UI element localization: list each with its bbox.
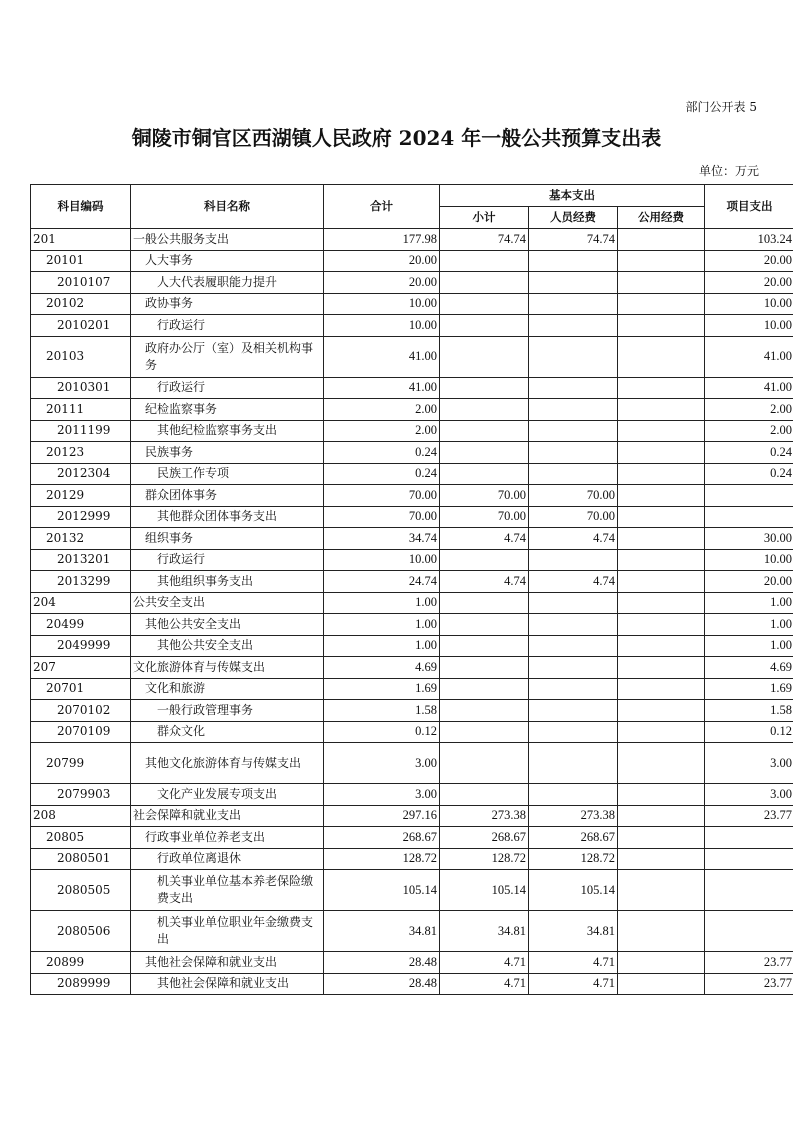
cell-total: 24.74 xyxy=(324,571,440,593)
cell-subtotal: 105.14 xyxy=(440,870,529,911)
cell-project-expenditure: 3.00 xyxy=(705,743,793,784)
table-row xyxy=(31,293,793,315)
cell-project-expenditure: 23.77 xyxy=(705,805,793,827)
cell-subtotal xyxy=(440,272,529,294)
cell-subtotal: 128.72 xyxy=(440,848,529,870)
cell-subtotal: 74.74 xyxy=(440,229,529,251)
cell-name: 其他公共安全支出 xyxy=(131,635,324,657)
cell-personnel-expense: 268.67 xyxy=(529,827,618,849)
table-row xyxy=(31,952,793,974)
cell-project-expenditure: 2.00 xyxy=(705,399,793,421)
cell-name: 政协事务 xyxy=(131,293,324,315)
cell-public-expense xyxy=(618,528,705,550)
table-row xyxy=(31,272,793,294)
table-row xyxy=(31,463,793,485)
cell-project-expenditure: 41.00 xyxy=(705,336,793,377)
cell-total: 128.72 xyxy=(324,848,440,870)
cell-project-expenditure xyxy=(705,848,793,870)
table-row xyxy=(31,827,793,849)
header-public-expense: 公用经费 xyxy=(618,207,705,229)
cell-name: 其他文化旅游体育与传媒支出 xyxy=(131,743,324,784)
cell-public-expense xyxy=(618,678,705,700)
cell-name: 其他纪检监察事务支出 xyxy=(131,420,324,442)
cell-code: 2079903 xyxy=(31,784,131,806)
cell-public-expense xyxy=(618,870,705,911)
cell-personnel-expense xyxy=(529,678,618,700)
cell-code: 2080506 xyxy=(31,911,131,952)
page-title: 铜陵市铜官区西湖镇人民政府 2024 年一般公共预算支出表 xyxy=(131,126,662,150)
cell-total: 28.48 xyxy=(324,952,440,974)
cell-subtotal xyxy=(440,377,529,399)
table-row xyxy=(31,848,793,870)
cell-total: 4.69 xyxy=(324,657,440,679)
cell-project-expenditure: 1.00 xyxy=(705,635,793,657)
cell-total: 10.00 xyxy=(324,549,440,571)
cell-personnel-expense: 34.81 xyxy=(529,911,618,952)
cell-project-expenditure: 0.12 xyxy=(705,721,793,743)
cell-code: 20799 xyxy=(31,743,131,784)
cell-name: 机关事业单位基本养老保险缴费支出 xyxy=(131,870,324,911)
cell-code: 2010107 xyxy=(31,272,131,294)
cell-code: 20111 xyxy=(31,399,131,421)
cell-total: 1.00 xyxy=(324,614,440,636)
table-row xyxy=(31,911,793,952)
cell-name: 行政运行 xyxy=(131,377,324,399)
cell-public-expense xyxy=(618,657,705,679)
cell-total: 41.00 xyxy=(324,336,440,377)
cell-code: 2013201 xyxy=(31,549,131,571)
cell-code: 2049999 xyxy=(31,635,131,657)
cell-project-expenditure: 10.00 xyxy=(705,315,793,337)
cell-code: 20499 xyxy=(31,614,131,636)
cell-public-expense xyxy=(618,721,705,743)
cell-personnel-expense xyxy=(529,336,618,377)
cell-total: 10.00 xyxy=(324,315,440,337)
cell-public-expense xyxy=(618,506,705,528)
cell-public-expense xyxy=(618,973,705,995)
cell-personnel-expense xyxy=(529,315,618,337)
cell-subtotal xyxy=(440,549,529,571)
cell-public-expense xyxy=(618,549,705,571)
table-row xyxy=(31,420,793,442)
cell-personnel-expense xyxy=(529,420,618,442)
cell-personnel-expense xyxy=(529,721,618,743)
table-row xyxy=(31,721,793,743)
cell-project-expenditure: 23.77 xyxy=(705,952,793,974)
table-row xyxy=(31,973,793,995)
cell-public-expense xyxy=(618,442,705,464)
cell-name: 组织事务 xyxy=(131,528,324,550)
cell-public-expense xyxy=(618,784,705,806)
cell-code: 20103 xyxy=(31,336,131,377)
cell-total: 1.69 xyxy=(324,678,440,700)
table-row xyxy=(31,506,793,528)
cell-subtotal xyxy=(440,784,529,806)
cell-personnel-expense xyxy=(529,463,618,485)
unit-label: 单位：万元 xyxy=(698,164,759,178)
cell-public-expense xyxy=(618,848,705,870)
cell-subtotal: 4.71 xyxy=(440,952,529,974)
cell-code: 2080505 xyxy=(31,870,131,911)
cell-name: 其他组织事务支出 xyxy=(131,571,324,593)
cell-total: 1.00 xyxy=(324,635,440,657)
cell-project-expenditure: 1.00 xyxy=(705,614,793,636)
cell-code: 2089999 xyxy=(31,973,131,995)
cell-personnel-expense: 128.72 xyxy=(529,848,618,870)
table-row xyxy=(31,336,793,377)
cell-project-expenditure: 0.24 xyxy=(705,463,793,485)
cell-personnel-expense xyxy=(529,657,618,679)
cell-subtotal xyxy=(440,700,529,722)
cell-total: 2.00 xyxy=(324,420,440,442)
table-header xyxy=(31,185,793,229)
cell-subtotal xyxy=(440,463,529,485)
cell-name: 纪检监察事务 xyxy=(131,399,324,421)
table-body xyxy=(31,229,793,995)
header-subtotal: 小计 xyxy=(440,207,529,229)
cell-public-expense xyxy=(618,250,705,272)
cell-project-expenditure: 0.24 xyxy=(705,442,793,464)
cell-personnel-expense: 105.14 xyxy=(529,870,618,911)
cell-name: 社会保障和就业支出 xyxy=(131,805,324,827)
cell-code: 2010201 xyxy=(31,315,131,337)
table-row xyxy=(31,870,793,911)
cell-personnel-expense xyxy=(529,700,618,722)
cell-project-expenditure xyxy=(705,911,793,952)
cell-name: 其他社会保障和就业支出 xyxy=(131,952,324,974)
cell-subtotal: 273.38 xyxy=(440,805,529,827)
cell-subtotal xyxy=(440,336,529,377)
cell-name: 人大代表履职能力提升 xyxy=(131,272,324,294)
cell-personnel-expense xyxy=(529,377,618,399)
cell-public-expense xyxy=(618,571,705,593)
cell-personnel-expense: 70.00 xyxy=(529,485,618,507)
table-row xyxy=(31,229,793,251)
cell-code: 20123 xyxy=(31,442,131,464)
cell-total: 34.74 xyxy=(324,528,440,550)
table-row xyxy=(31,250,793,272)
cell-name: 行政事业单位养老支出 xyxy=(131,827,324,849)
cell-project-expenditure: 103.24 xyxy=(705,229,793,251)
cell-subtotal: 70.00 xyxy=(440,485,529,507)
cell-name: 文化产业发展专项支出 xyxy=(131,784,324,806)
table-row xyxy=(31,743,793,784)
cell-project-expenditure: 10.00 xyxy=(705,293,793,315)
cell-public-expense xyxy=(618,377,705,399)
cell-total: 10.00 xyxy=(324,293,440,315)
cell-subtotal: 70.00 xyxy=(440,506,529,528)
cell-name: 一般公共服务支出 xyxy=(131,229,324,251)
cell-personnel-expense: 4.71 xyxy=(529,952,618,974)
cell-public-expense xyxy=(618,485,705,507)
header-personnel-expense: 人员经费 xyxy=(529,207,618,229)
table-row xyxy=(31,805,793,827)
cell-subtotal: 4.71 xyxy=(440,973,529,995)
table-row xyxy=(31,549,793,571)
cell-total: 0.12 xyxy=(324,721,440,743)
cell-personnel-expense xyxy=(529,272,618,294)
cell-project-expenditure xyxy=(705,485,793,507)
cell-project-expenditure: 3.00 xyxy=(705,784,793,806)
cell-total: 34.81 xyxy=(324,911,440,952)
cell-total: 268.67 xyxy=(324,827,440,849)
cell-personnel-expense xyxy=(529,743,618,784)
cell-subtotal xyxy=(440,721,529,743)
cell-project-expenditure: 30.00 xyxy=(705,528,793,550)
cell-name: 文化和旅游 xyxy=(131,678,324,700)
budget-expenditure-table xyxy=(30,184,793,995)
cell-project-expenditure: 1.58 xyxy=(705,700,793,722)
form-number-label: 部门公开表 5 xyxy=(685,100,757,114)
cell-code: 2012999 xyxy=(31,506,131,528)
cell-public-expense xyxy=(618,911,705,952)
cell-total: 41.00 xyxy=(324,377,440,399)
cell-name: 人大事务 xyxy=(131,250,324,272)
cell-name: 公共安全支出 xyxy=(131,592,324,614)
cell-subtotal xyxy=(440,293,529,315)
cell-public-expense xyxy=(618,229,705,251)
cell-subtotal xyxy=(440,592,529,614)
cell-personnel-expense xyxy=(529,250,618,272)
cell-project-expenditure: 41.00 xyxy=(705,377,793,399)
cell-public-expense xyxy=(618,272,705,294)
cell-name: 其他社会保障和就业支出 xyxy=(131,973,324,995)
table-row xyxy=(31,635,793,657)
cell-code: 20129 xyxy=(31,485,131,507)
cell-project-expenditure: 10.00 xyxy=(705,549,793,571)
header-basic-expenditure: 基本支出 xyxy=(440,185,705,207)
cell-subtotal xyxy=(440,420,529,442)
table-row xyxy=(31,442,793,464)
cell-public-expense xyxy=(618,463,705,485)
cell-personnel-expense xyxy=(529,442,618,464)
cell-code: 208 xyxy=(31,805,131,827)
cell-subtotal: 268.67 xyxy=(440,827,529,849)
cell-personnel-expense xyxy=(529,293,618,315)
cell-personnel-expense: 273.38 xyxy=(529,805,618,827)
cell-total: 1.00 xyxy=(324,592,440,614)
cell-name: 文化旅游体育与传媒支出 xyxy=(131,657,324,679)
cell-personnel-expense: 4.74 xyxy=(529,571,618,593)
cell-public-expense xyxy=(618,614,705,636)
table-row xyxy=(31,700,793,722)
cell-total: 105.14 xyxy=(324,870,440,911)
cell-total: 3.00 xyxy=(324,784,440,806)
cell-public-expense xyxy=(618,952,705,974)
cell-project-expenditure: 4.69 xyxy=(705,657,793,679)
cell-subtotal xyxy=(440,678,529,700)
cell-name: 其他群众团体事务支出 xyxy=(131,506,324,528)
cell-project-expenditure: 23.77 xyxy=(705,973,793,995)
cell-personnel-expense: 4.71 xyxy=(529,973,618,995)
header-code: 科目编码 xyxy=(31,185,131,229)
table-row xyxy=(31,528,793,550)
cell-personnel-expense xyxy=(529,549,618,571)
table-row xyxy=(31,315,793,337)
cell-public-expense xyxy=(618,315,705,337)
cell-subtotal: 34.81 xyxy=(440,911,529,952)
cell-name: 行政单位离退休 xyxy=(131,848,324,870)
header-project-expenditure: 项目支出 xyxy=(705,185,793,229)
cell-code: 20701 xyxy=(31,678,131,700)
cell-personnel-expense xyxy=(529,399,618,421)
cell-code: 20101 xyxy=(31,250,131,272)
cell-subtotal: 4.74 xyxy=(440,528,529,550)
cell-total: 0.24 xyxy=(324,463,440,485)
cell-subtotal xyxy=(440,614,529,636)
cell-name: 其他公共安全支出 xyxy=(131,614,324,636)
cell-personnel-expense: 74.74 xyxy=(529,229,618,251)
cell-code: 20805 xyxy=(31,827,131,849)
cell-total: 20.00 xyxy=(324,272,440,294)
cell-code: 2010301 xyxy=(31,377,131,399)
cell-code: 2080501 xyxy=(31,848,131,870)
cell-name: 群众文化 xyxy=(131,721,324,743)
table-row xyxy=(31,571,793,593)
cell-total: 28.48 xyxy=(324,973,440,995)
cell-personnel-expense: 4.74 xyxy=(529,528,618,550)
cell-personnel-expense xyxy=(529,635,618,657)
cell-public-expense xyxy=(618,827,705,849)
cell-name: 机关事业单位职业年金缴费支出 xyxy=(131,911,324,952)
cell-project-expenditure: 20.00 xyxy=(705,571,793,593)
cell-total: 3.00 xyxy=(324,743,440,784)
cell-subtotal xyxy=(440,315,529,337)
cell-total: 177.98 xyxy=(324,229,440,251)
table-row xyxy=(31,678,793,700)
cell-total: 297.16 xyxy=(324,805,440,827)
cell-subtotal xyxy=(440,635,529,657)
cell-total: 70.00 xyxy=(324,506,440,528)
cell-project-expenditure: 1.00 xyxy=(705,592,793,614)
table-row xyxy=(31,399,793,421)
cell-public-expense xyxy=(618,293,705,315)
cell-name: 行政运行 xyxy=(131,549,324,571)
cell-name: 行政运行 xyxy=(131,315,324,337)
table-row xyxy=(31,784,793,806)
cell-personnel-expense xyxy=(529,614,618,636)
cell-public-expense xyxy=(618,592,705,614)
cell-code: 207 xyxy=(31,657,131,679)
cell-total: 70.00 xyxy=(324,485,440,507)
cell-name: 群众团体事务 xyxy=(131,485,324,507)
cell-project-expenditure: 1.69 xyxy=(705,678,793,700)
cell-public-expense xyxy=(618,805,705,827)
cell-public-expense xyxy=(618,700,705,722)
cell-code: 20132 xyxy=(31,528,131,550)
table-row xyxy=(31,657,793,679)
cell-public-expense xyxy=(618,635,705,657)
cell-subtotal: 4.74 xyxy=(440,571,529,593)
cell-code: 2070102 xyxy=(31,700,131,722)
cell-subtotal xyxy=(440,743,529,784)
cell-code: 20899 xyxy=(31,952,131,974)
cell-project-expenditure xyxy=(705,506,793,528)
cell-subtotal xyxy=(440,657,529,679)
cell-project-expenditure xyxy=(705,827,793,849)
cell-public-expense xyxy=(618,336,705,377)
cell-subtotal xyxy=(440,399,529,421)
cell-code: 2013299 xyxy=(31,571,131,593)
cell-project-expenditure: 2.00 xyxy=(705,420,793,442)
cell-personnel-expense: 70.00 xyxy=(529,506,618,528)
cell-code: 2011199 xyxy=(31,420,131,442)
cell-total: 0.24 xyxy=(324,442,440,464)
cell-code: 201 xyxy=(31,229,131,251)
table-row xyxy=(31,614,793,636)
cell-name: 政府办公厅（室）及相关机构事务 xyxy=(131,336,324,377)
cell-public-expense xyxy=(618,420,705,442)
cell-subtotal xyxy=(440,250,529,272)
header-total: 合计 xyxy=(324,185,440,229)
header-name: 科目名称 xyxy=(131,185,324,229)
cell-subtotal xyxy=(440,442,529,464)
cell-total: 2.00 xyxy=(324,399,440,421)
cell-personnel-expense xyxy=(529,784,618,806)
cell-public-expense xyxy=(618,399,705,421)
cell-name: 民族事务 xyxy=(131,442,324,464)
cell-project-expenditure: 20.00 xyxy=(705,272,793,294)
cell-name: 民族工作专项 xyxy=(131,463,324,485)
cell-project-expenditure xyxy=(705,870,793,911)
cell-name: 一般行政管理事务 xyxy=(131,700,324,722)
cell-total: 20.00 xyxy=(324,250,440,272)
cell-personnel-expense xyxy=(529,592,618,614)
cell-code: 2070109 xyxy=(31,721,131,743)
table-row xyxy=(31,485,793,507)
cell-code: 204 xyxy=(31,592,131,614)
cell-code: 20102 xyxy=(31,293,131,315)
cell-code: 2012304 xyxy=(31,463,131,485)
cell-total: 1.58 xyxy=(324,700,440,722)
cell-project-expenditure: 20.00 xyxy=(705,250,793,272)
cell-public-expense xyxy=(618,743,705,784)
table-row xyxy=(31,377,793,399)
table-row xyxy=(31,592,793,614)
